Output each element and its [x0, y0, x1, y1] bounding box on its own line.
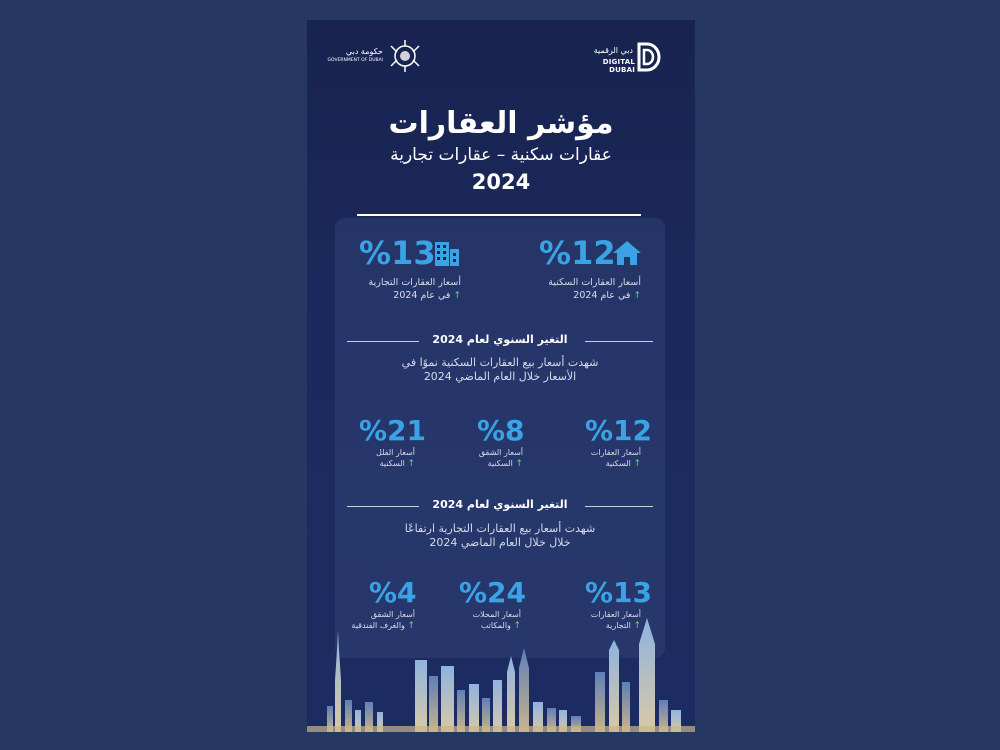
page-title: مؤشر العقارات	[388, 106, 614, 141]
stat-value: %13	[585, 576, 653, 609]
infographic-poster	[307, 20, 695, 732]
stat-label: أسعار الفلل	[375, 448, 415, 457]
commercial-section-desc-1: شهدت أسعار بيع العقارات التجارية ارتفاعًا	[404, 522, 596, 535]
stat-label: ↑ والمكاتب	[480, 621, 521, 631]
stat-value: %24	[459, 576, 527, 609]
building-icon	[433, 240, 461, 266]
page-subtitle: عقارات سكنية – عقارات تجارية	[390, 145, 612, 165]
arrow-up-icon: ↑	[407, 459, 415, 469]
stat-label: ↑ السكنية	[487, 459, 523, 469]
arrow-up-icon: ↑	[633, 291, 641, 301]
stat-label: ↑ والغرف الفندقية	[351, 621, 415, 631]
stat-value: %12	[585, 414, 653, 447]
arrow-up-icon: ↑	[633, 621, 641, 631]
residential-section-desc-2: الأسعار خلال العام الماضي 2024	[423, 370, 577, 383]
government-of-dubai-arabic: حكومة دبي	[345, 47, 383, 56]
stat-label: أسعار الشقق	[370, 610, 415, 619]
stat-value: %8	[477, 414, 525, 447]
stat-label: ↑ التجارية	[605, 621, 641, 631]
digital-dubai-english: DIGITAL DUBAI	[602, 58, 635, 74]
arrow-up-icon: ↑	[633, 459, 641, 469]
digital-dubai-logo-icon	[635, 42, 661, 72]
residential-section-heading: التغير السنوي لعام 2024	[347, 333, 653, 349]
house-icon	[612, 240, 642, 266]
page-year: 2024	[471, 170, 531, 194]
stat-label: أسعار المحلات	[472, 610, 521, 619]
digital-dubai-arabic: دبي الرقمية	[593, 46, 633, 55]
arrow-up-icon: ↑	[407, 621, 415, 631]
arrow-up-icon: ↑	[513, 621, 521, 631]
stat-value: %4	[369, 576, 417, 609]
stat-label: أسعار الشقق	[478, 448, 523, 457]
commercial-headline-sub: ↑ في عام 2024	[393, 290, 461, 301]
arrow-up-icon: ↑	[515, 459, 523, 469]
government-of-dubai-english: GOVERNMENT OF DUBAI	[327, 58, 383, 63]
commercial-section-heading: التغير السنوي لعام 2024	[347, 498, 653, 514]
title-divider	[357, 214, 641, 216]
commercial-headline-value: %13	[359, 234, 436, 272]
residential-headline-label: أسعار العقارات السكنية	[548, 277, 641, 288]
government-emblem-icon	[387, 38, 423, 74]
residential-headline-sub: ↑ في عام 2024	[573, 290, 641, 301]
stat-label: أسعار العقارات	[590, 610, 641, 619]
commercial-headline-label: أسعار العقارات التجارية	[368, 277, 461, 288]
residential-headline-value: %12	[539, 234, 616, 272]
commercial-section-desc-2: خلال خلال العام الماضي 2024	[429, 536, 571, 549]
residential-section-desc-1: شهدت أسعار بيع العقارات السكنية نموًا في	[401, 356, 599, 369]
stat-value: %21	[359, 414, 427, 447]
stat-label: أسعار العقارات	[590, 448, 641, 457]
arrow-up-icon: ↑	[453, 291, 461, 301]
stat-label: ↑ السكنية	[605, 459, 641, 469]
dubai-skyline-illustration	[307, 610, 695, 732]
stat-label: ↑ السكنية	[379, 459, 415, 469]
